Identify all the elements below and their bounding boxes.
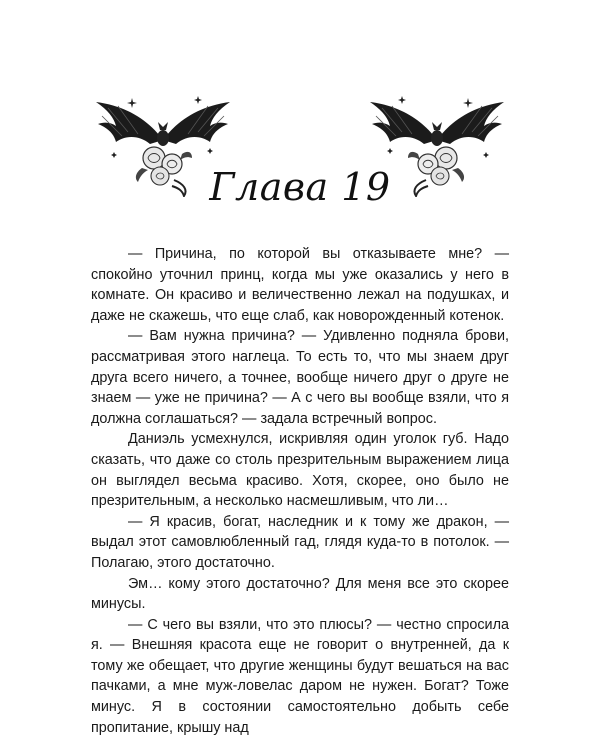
paragraph-4: — Я красив, богат, наследник и к тому же дракон, — выдал этот самовлюбленный гад, глядя куда-то в потолок. — Полагаю, этого достаточно. xyxy=(91,513,509,571)
paragraph-6: — С чего вы взяли, что это плюсы? — честно спросила я. — Внешняя красота еще не говорит о внутренней, да к тому же обещает, что другие женщины будут вешаться на вас пачками, а мне муж-ловелас даром не нужен. Богат? Тоже минус. Я в состоянии самостоятельно добыть себе пропитание, крышу над xyxy=(91,616,509,736)
paragraph-5: Эм… кому этого достаточно? Для меня все это скорее минусы. xyxy=(91,575,509,613)
dragon-wings-icon xyxy=(370,102,504,146)
paragraph-2: — Вам нужна причина? — Удивленно подняла брови, рассматривая этого наглеца. То есть то, что мы знаем друг друга всего ничего, а точнее, вообще ничего друг о друге не знаем — уже не причина? — А с чего вы вообще взяли, что я должна соглашаться? — задала встречный вопрос. xyxy=(91,328,509,427)
chapter-title-text: Глава 19 xyxy=(209,165,391,209)
dragon-wings-icon xyxy=(96,102,230,146)
body-text xyxy=(91,244,509,738)
paragraph-3: Даниэль усмехнулся, искривляя один уголок губ. Надо сказать, что даже со столь презрительным выражением лица он выглядел весьма красиво. Хотя, скорее, оно было не презрительным, а несколько насмешливым, что ли… xyxy=(91,431,509,510)
paragraph-1: — Причина, по которой вы отказываете мне? — спокойно уточнил принц, когда мы уже оказались у него в комнате. Он красиво и величественно лежал на подушках, и даже не скажешь, что еще слаб, как новорожденный котенок. xyxy=(91,246,509,324)
chapter-title xyxy=(0,165,600,209)
